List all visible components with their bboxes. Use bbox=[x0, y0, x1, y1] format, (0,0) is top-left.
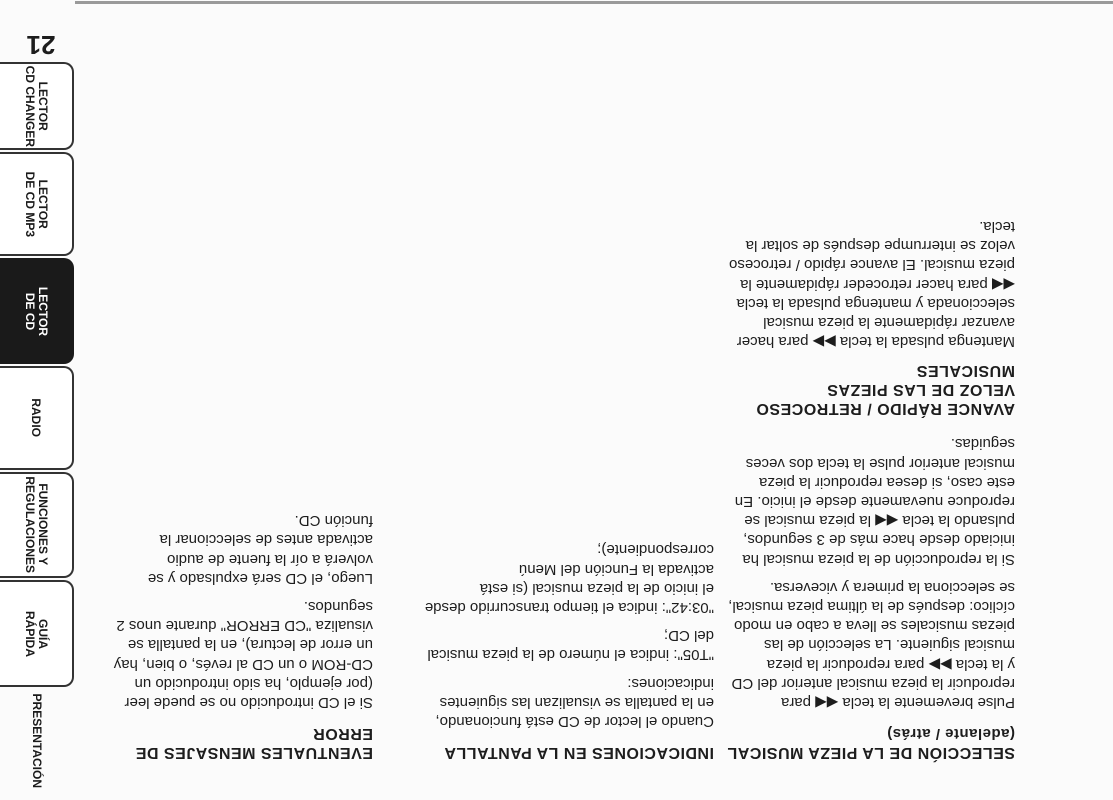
paragraph: Si la reproducción de la pieza musical ha iniciado desde hace más de 3 segundos, pulsando la tecla ◀◀ la pieza musical se reproduce nuevamente desde el inicio. En este caso, si desea reproducir la pieza musical anterior pulse la tecla dos veces seguidas. bbox=[734, 435, 1015, 568]
tab-label: RADIO bbox=[29, 398, 44, 438]
paragraph: Cuando el lector de CD está funcionando, en la pantalla se visualizan las siguientes indicaciones: bbox=[435, 674, 714, 730]
header-rule bbox=[75, 1, 1113, 4]
section-title: EVENTUALES MENSAJES DE ERROR bbox=[135, 725, 373, 761]
tab-label: FUNCIONES Y REGULACIONES bbox=[23, 476, 50, 574]
section-title-main: SELECCIÓN DE LA PIEZA MUSICAL bbox=[727, 744, 1015, 761]
tab-label: LECTOR DE CD MP3 bbox=[23, 171, 50, 237]
tab-label: GUÍA RÁPIDA bbox=[23, 610, 50, 657]
section-tabs bbox=[0, 0, 76, 800]
tab-lector-cd[interactable] bbox=[0, 258, 74, 364]
tab-label: LECTOR DE CD bbox=[23, 286, 50, 336]
tab-radio[interactable] bbox=[0, 366, 74, 470]
tab-presentacion[interactable] bbox=[0, 689, 74, 792]
paragraph: Si el CD introducido no se puede leer (por ejemplo, ha sido introducido un CD-ROM o un CD al revés, o bien, hay un error de lectura), en la pantalla se visualiza "CD ERROR" durante unos 2 segundos. bbox=[113, 597, 373, 711]
paragraph: Mantenga pulsada la tecla ▶▶ para hacer avanzar rápidamente la pieza musical seleccionada y mantenga pulsada la tecla ◀◀ para hacer retroceder rápidamente la pieza musical. El avance rápido / retroceso veloz se interrumpe después de soltar la tecla. bbox=[729, 217, 1015, 351]
track-selection-section bbox=[725, 208, 1015, 762]
tab-lector-cd-mp3[interactable] bbox=[0, 152, 74, 256]
paragraph: Pulse brevemente la tecla ◀◀ para reproducir la pieza musical anterior del CD y la tecla ▶▶ para reproducir la pieza musical siguiente. La selección de las piezas musicales se lleva a cabo en modo cíclico: después de la última pieza musical, se selecciona la primera y viceversa. bbox=[728, 578, 1015, 711]
tab-lector-cd-changer[interactable] bbox=[0, 62, 74, 150]
tab-label: PRESENTACIÓN bbox=[30, 693, 45, 788]
section-title-suffix: (adelante / atrás) bbox=[886, 725, 1015, 742]
paragraph: Luego, el CD será expulsado y se volverá a oír la fuente de audio activada antes de seleccionar la función CD. bbox=[147, 512, 373, 587]
section-title bbox=[725, 724, 1015, 762]
error-messages-section bbox=[111, 502, 373, 762]
subsection-title: AVANCE RÁPIDO / RETROCESO VELOZ DE LAS PIEZAS MUSICALES bbox=[755, 362, 1015, 418]
display-indications-section bbox=[423, 531, 714, 762]
paragraph: "03:42": indica el tiempo transcurrido desde el inicio de la pieza musical (si está activada la Función del Menú correspondiente); bbox=[424, 541, 714, 616]
section-title: INDICACIONES EN LA PANTALLA bbox=[443, 744, 714, 761]
tab-funciones-regulaciones[interactable] bbox=[0, 472, 74, 578]
page-number: 21 bbox=[26, 30, 56, 60]
tab-label: LECTOR CD CHANGER bbox=[23, 65, 50, 147]
paragraph: "T05": indica el número de la pieza musical del CD; bbox=[427, 627, 714, 664]
tab-guia-rapida[interactable] bbox=[0, 580, 74, 687]
